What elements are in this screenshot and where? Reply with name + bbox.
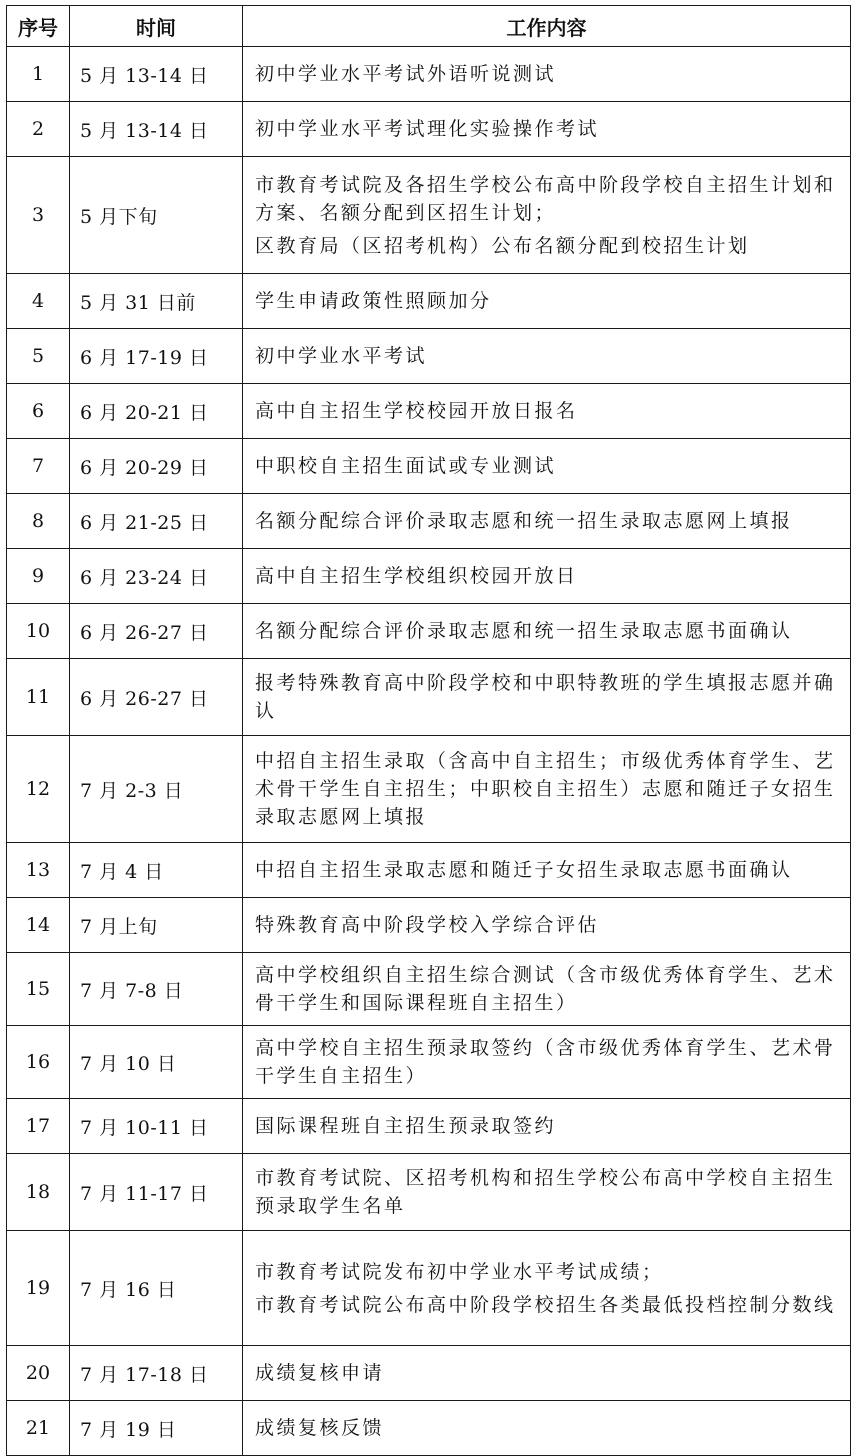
row-time: 5 月 31 日前 — [70, 274, 243, 329]
content-line: 成绩复核反馈 — [255, 1417, 385, 1439]
content-line: 名额分配综合评价录取志愿和统一招生录取志愿书面确认 — [255, 620, 793, 642]
row-index: 17 — [7, 1099, 70, 1154]
row-content — [243, 736, 851, 843]
row-time: 5 月下旬 — [70, 157, 243, 274]
row-index: 12 — [7, 736, 70, 843]
table-header-row — [7, 6, 851, 47]
content-line: 高中学校自主招生预录取签约（含市级优秀体育学生、艺术骨干学生自主招生） — [255, 1037, 836, 1087]
row-time: 7 月 4 日 — [70, 843, 243, 898]
table-row — [7, 659, 851, 736]
row-index: 2 — [7, 102, 70, 157]
header-index: 序号 — [7, 6, 70, 47]
row-time: 6 月 20-21 日 — [70, 384, 243, 439]
row-content — [243, 549, 851, 604]
row-time: 5 月 13-14 日 — [70, 102, 243, 157]
row-index: 19 — [7, 1231, 70, 1346]
table-row — [7, 384, 851, 439]
table-row — [7, 439, 851, 494]
table-row — [7, 549, 851, 604]
row-content — [243, 1154, 851, 1231]
table-row — [7, 1346, 851, 1401]
content-line: 国际课程班自主招生预录取签约 — [255, 1115, 557, 1137]
content-line: 市教育考试院、区招考机构和招生学校公布高中学校自主招生预录取学生名单 — [255, 1167, 836, 1217]
row-index: 21 — [7, 1401, 70, 1456]
table-row — [7, 274, 851, 329]
row-time: 7 月 11-17 日 — [70, 1154, 243, 1231]
row-time: 7 月上旬 — [70, 898, 243, 953]
content-line: 区教育局（区招考机构）公布名额分配到校招生计划 — [255, 234, 750, 257]
content-line: 初中学业水平考试外语听说测试 — [255, 63, 557, 85]
table-row — [7, 1154, 851, 1231]
row-time: 6 月 20-29 日 — [70, 439, 243, 494]
row-content — [243, 102, 851, 157]
row-index: 9 — [7, 549, 70, 604]
table-row — [7, 494, 851, 549]
row-time: 6 月 17-19 日 — [70, 329, 243, 384]
row-time: 7 月 19 日 — [70, 1401, 243, 1456]
row-content — [243, 953, 851, 1026]
row-index: 4 — [7, 274, 70, 329]
row-index: 6 — [7, 384, 70, 439]
table-row — [7, 843, 851, 898]
content-line: 报考特殊教育高中阶段学校和中职特教班的学生填报志愿并确认 — [255, 672, 836, 722]
content-line: 成绩复核申请 — [255, 1362, 385, 1384]
row-time: 7 月 10 日 — [70, 1026, 243, 1099]
row-time: 6 月 26-27 日 — [70, 659, 243, 736]
table-row — [7, 953, 851, 1026]
row-content — [243, 1099, 851, 1154]
row-index: 3 — [7, 157, 70, 274]
row-index: 10 — [7, 604, 70, 659]
row-index: 16 — [7, 1026, 70, 1099]
row-index: 18 — [7, 1154, 70, 1231]
table-row — [7, 1099, 851, 1154]
table-row — [7, 604, 851, 659]
content-line: 中招自主招生录取志愿和随迁子女招生录取志愿书面确认 — [255, 859, 793, 881]
row-time: 6 月 23-24 日 — [70, 549, 243, 604]
content-line: 特殊教育高中阶段学校入学综合评估 — [255, 914, 600, 936]
table-row — [7, 1401, 851, 1456]
row-time: 7 月 10-11 日 — [70, 1099, 243, 1154]
content-line: 初中学业水平考试理化实验操作考试 — [255, 118, 600, 140]
row-index: 14 — [7, 898, 70, 953]
row-content — [243, 898, 851, 953]
content-line: 中招自主招生录取（含高中自主招生；市级优秀体育学生、艺术骨干学生自主招生；中职校自主招生）志愿和随迁子女招生录取志愿网上填报 — [255, 750, 836, 828]
content-line: 市教育考试院公布高中阶段学校招生各类最低投档控制分数线 — [255, 1293, 836, 1316]
row-time: 7 月 2-3 日 — [70, 736, 243, 843]
content-line: 高中自主招生学校校园开放日报名 — [255, 400, 578, 422]
schedule-table — [6, 5, 851, 1456]
content-line: 市教育考试院及各招生学校公布高中阶段学校自主招生计划和方案、名额分配到区招生计划； — [255, 173, 836, 224]
row-index: 7 — [7, 439, 70, 494]
table-row — [7, 1231, 851, 1346]
row-time: 7 月 7-8 日 — [70, 953, 243, 1026]
row-index: 11 — [7, 659, 70, 736]
row-time: 6 月 26-27 日 — [70, 604, 243, 659]
row-index: 8 — [7, 494, 70, 549]
table-row — [7, 329, 851, 384]
row-content — [243, 1401, 851, 1456]
row-content — [243, 659, 851, 736]
row-time: 7 月 17-18 日 — [70, 1346, 243, 1401]
row-index: 1 — [7, 47, 70, 102]
content-line: 名额分配综合评价录取志愿和统一招生录取志愿网上填报 — [255, 510, 793, 532]
table-row — [7, 898, 851, 953]
row-content — [243, 384, 851, 439]
row-content — [243, 1346, 851, 1401]
row-content — [243, 1026, 851, 1099]
row-index: 13 — [7, 843, 70, 898]
row-content — [243, 47, 851, 102]
header-time: 时间 — [70, 6, 243, 47]
row-content — [243, 157, 851, 274]
content-line: 市教育考试院发布初中学业水平考试成绩； — [255, 1260, 664, 1283]
content-line: 学生申请政策性照顾加分 — [255, 290, 492, 312]
row-content — [243, 329, 851, 384]
row-content — [243, 439, 851, 494]
row-content — [243, 843, 851, 898]
table-row — [7, 47, 851, 102]
content-line: 中职校自主招生面试或专业测试 — [255, 455, 557, 477]
content-line: 高中学校组织自主招生综合测试（含市级优秀体育学生、艺术骨干学生和国际课程班自主招生） — [255, 964, 836, 1014]
content-line: 高中自主招生学校组织校园开放日 — [255, 565, 578, 587]
row-content — [243, 1231, 851, 1346]
row-index: 15 — [7, 953, 70, 1026]
table-row — [7, 736, 851, 843]
content-line: 初中学业水平考试 — [255, 345, 428, 367]
row-content — [243, 604, 851, 659]
row-index: 5 — [7, 329, 70, 384]
row-content — [243, 494, 851, 549]
row-content — [243, 274, 851, 329]
table-row — [7, 1026, 851, 1099]
table-row — [7, 157, 851, 274]
row-time: 5 月 13-14 日 — [70, 47, 243, 102]
row-index: 20 — [7, 1346, 70, 1401]
row-time: 7 月 16 日 — [70, 1231, 243, 1346]
table-row — [7, 102, 851, 157]
row-time: 6 月 21-25 日 — [70, 494, 243, 549]
header-content: 工作内容 — [243, 6, 851, 47]
